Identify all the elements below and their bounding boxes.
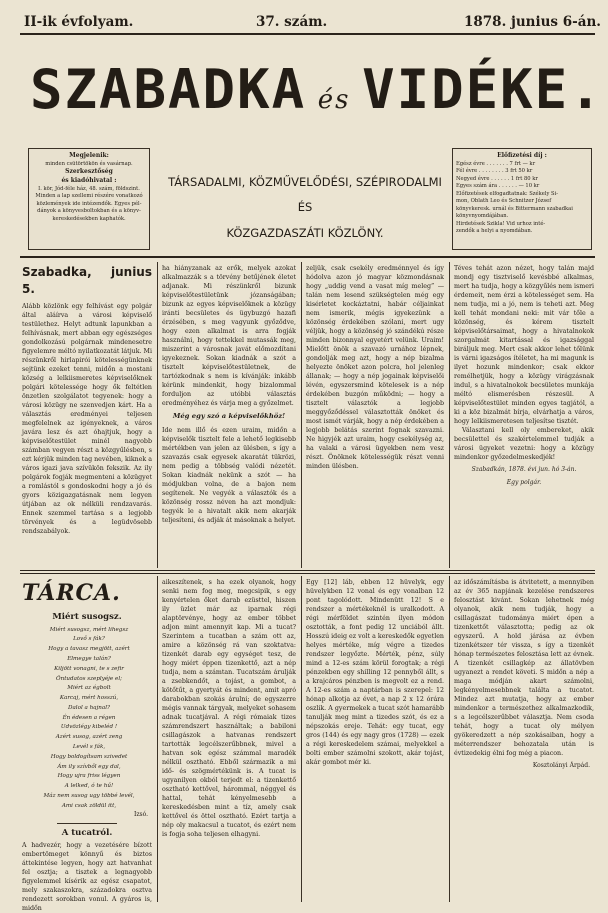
story-text: az időszámításba is átvitetett, a mennyiben az év 365 napjának kezelése rendszeres felosztást kivánt. Sokan lehetnek még olyanok, akik nem tudják, hogy a csillagászat tudománya miért épen a tizenkettőt választotta; pedig az ok egyszerű. A hold járása az évben tizenkétszer tér vissza, s így a tizenkét hónap természetes felosztása lett az évnek. A tizenkét csillagkép az állatövben ugyanezt a rendet követi. S midőn a nép a maga módján akart számolni, legkényelmesebbnek találta a tucatot. Mindez azt mutatja, hogy az ember mindenkor a természethez alkalmazkodik, s a legcélszerűbbet választja. Nem csoda tehát, hogy a tucat oly mélyen gyökeredzett a nép szokásaiban, hogy a méterrendszer behozatala után is évtizedekig élni fog még a piacon. [454,579,594,757]
poem-title: Miért susogsz. [52,612,122,623]
info-line: dányok a könyvesboltokban és a könyv- [37,208,141,215]
info-line: minden csütörtökön és vasárnap. [45,160,133,167]
editorial-heading: Szabadka, junius 5. [22,265,152,297]
story-text: aikeszítenek, s ha ezek olyanok, hogy senki nem fog meg, megcsipik, s egy kenyértelen őket darab ezüsttel, hiszen ily üzlet már az iparnak régi alaptörvénye, hogy az ember többet adjon mint amennyit kap. Mi a tucat? Szerintem a tucatban a szám ott az, amire a közönség rá van szoktatva: tizenkét darab egy egységet tesz, de hogy miért éppen tizenkettő, azt a nép tudja, nem a számtan. Tucatszám árulják a zsebkendőt, a tojást, a gombot, a kötőtűt, a gyertyát és mindent, amit apró darabokban szokás árulni; de egyszerre mégis vannak tárgyak, melyeket sohasem adnak tucatjával. A régi rómaiak tizes számrendszert használtak; a babiloni csillagászok a hatvanas rendszert tartották legcélszerűbbnek, mivel a hatvan sok egész számmal maradék nélkül osztható. Ebből származik a mi idő- és szögmértékünk is. A tucat is ugyanilyen okból terjedt el: a tizenkettő osztható kettővel, hárommal, néggyel és hattal, tehát kényelmesebb a kereskedésben mint a tíz, amely csak kettővel és öttel osztható. Ezért tartja a nép oly makacsul a tucatot, és ezért nem is fogja soha teljesen elhagyni. [162,579,296,838]
tarca-title: TÁRCA. [22,580,121,606]
poem-line: Elmegye talán? [67,655,111,662]
subscription-line: Előfizetések elfogadtatnak: Székely Si- [456,190,559,197]
column-divider [157,262,158,568]
poem-author: Izsó. [133,811,148,819]
article-text: zeljük, csak csekély eredménnyel és így hódolva azon jó magyar közmondásnak hogy „uddig vend a vasat míg meleg” — talán nem lesend szükségtelen még egy kisérletet kockáztatni, habár céljainkat nem ismerik, mégis igyekezünk a közönség érdekében szólani, mert ugy véljük, hogy a közönség jó szándékú része minden bizonnyal egyetért velünk. Uraim! Mielőtt önök a szavazó urnához lépnek, gondolják meg azt, hogy a nép bizalma helyezte önöket azon polcra, hol jelenleg állanak; — hogy a nép jogainak képviselői lévén, egyszersmind kötelesek is a nép érdekében buzgón működni; — hogy a tisztelt választók a legjobb meggyőződéssel választották önöket és most ismét várják, hogy a nép érdekében a legjobb belátás szerint fognak szavazni. Ne higyjék azt uraim, hogy csekélység az, ha valaki a városi ügyekben nem vesz részt. Önöknek kötelességük részt venni minden ülésben. [306,265,444,470]
column-divider [157,576,158,902]
masthead-bottom-rule [20,256,595,258]
subtitle-line-1: TÁRSADALMI, KÖZMŰVELŐDÉSI, SZÉPIRODALMI ÉS [168,175,442,215]
poem-line: Dalol a hajnal? [67,704,111,711]
price-row: Egyes szám ára . . . . . . — 10 kr [456,183,540,190]
poem-line: Ám ily szívből egy dal, [57,763,121,770]
subscription-line: mon, Oblath Leo és Schnitzer József [456,198,552,205]
newspaper-title [30,58,604,121]
publication-info-box [28,148,150,250]
info-heading: és kiadóhivatal : [61,176,117,184]
issue-number: 37. szám. [256,14,328,30]
article-text: Választani kell oly embereket, akik becsülettel és szakértelemmel tudják a városi ügyeket vezetni: hogy a közügy mindenkor győzedelmeskedjék! [454,427,594,461]
poem-line: Hogy a tavasz megjött, azért [48,646,130,653]
info-line: közlemények ide intézendők. Egyes pél- [36,200,142,207]
poem-line: Levél s fák, [72,743,106,750]
poem-line: Én édesen a régen [62,714,116,721]
poem-line: Udvözlégy kibeléd ! [60,724,118,731]
tarca-column [22,578,152,913]
info-heading: Szerkesztőség [65,168,113,176]
column-divider [301,576,302,902]
article-signature: Egy polgár. [506,478,542,486]
column-divider [449,262,450,568]
poem-line: Ami csak zöldül itt, [61,802,117,809]
subtitle-line-2: KÖZGAZDASZÁTI KÖZLÖNY. [226,225,384,240]
story-column-3 [306,578,444,900]
poem-line: Hogy ujra friss légyen [57,773,121,780]
story-signature: Kosztolányi Árpád. [532,762,590,769]
section-divider [20,570,595,571]
subscription-box [452,148,592,250]
column-divider [449,576,450,902]
title-videke: VIDÉKE. [362,58,604,121]
poem-line: Karcaj, mért hosszú, [59,695,119,702]
article-dateline: Szabadkán, 1878. évi jun. hó 3-án. [471,466,577,473]
poem-line: Miért susogsz, mért lihegsz [49,626,129,633]
article-column-2 [162,264,296,568]
poem-line: Kiljött vonagni, te s zefir [54,665,124,672]
article-subheading: Még egy szó a képviselőkhöz! [172,412,286,420]
story-title: A tucatról. [61,828,113,839]
info-heading: Megjelenik: [69,152,109,159]
subscription-line: könyvnyomdájában. [456,213,509,220]
price-row: Egész évre . . . . . . . 7 frt — kr [456,160,536,167]
title-es: és [317,85,351,115]
column-divider [301,262,302,568]
article-text: ha hiányzanak az erők, melyek azokat alkalmazzák s a törvény betűjének életet adjanak. Mi részünkről bizunk képviselőtestületünk józanságában; bizunk az egyes képviselőknek a közügy iránti becsületes és ügybuzgó hazafi érzésében, s meg vagyunk győződve, hogy ezen alkalmat is arra fogják használni, hogy tettekkel mutassák meg, miszerint a városnak javát előmozdítani igyekeznek. Sokan kiadnák a szót a tisztelt képviselőtestületnek, de tartózkodnak s nem is kívánják: inkább kérünk mindenkit, hogy bizalommal forduljon az utóbbi választás eredményéhez és várja meg a győzelmet. [162,265,296,407]
poem-line: Azért susog, azért zeng [55,734,123,741]
volume-label: II-ik évfolyam. [24,14,134,30]
price-row: Fél évre . . . . . . . . 3 frt 50 kr [456,168,533,175]
story-text: Egy [12] láb, ebben 12 hüvelyk, egy hüvelykben 12 vonal és egy vonalban 12 pont tagolódott. Mindenütt 12! S e rendszer a mértékeknél is uralkodott. A régi mérföldet szintén ilyen módon osztották, a font pedig 12 unciából állt. Hosszú ideig ez volt a kereskedők egyetlen helyes mértéke, míg végre a tizedes rendszer legyőzte. Mérték, pénz, súly mind a 12-es szám körül forogtak; a régi pénzekben egy shilling 12 pennyből állt, s a krajcáros pénzben is megvolt ez a rend. A 12-es szám a naptárban is szerepel: 12 hónap alkotja az évet, a nap 2 x 12 órára oszlik. A gyermekek a tucat szót hamarább tanulják meg mint a tizedes szót, és ez a népszokás ereje. Tehát: egy tucat, egy gros (144) és egy nagy gros (1728) — ezek a régi kereskedelem számai, melyekkel a bolti ember számolni szokott, akár tojást, akár gombot mér ki. [306,579,444,766]
subscription-line: könyvkeresk. urnál és Bittermann szabadkai [456,205,573,212]
story-column-4 [454,578,594,900]
editorial-text: Alább közlönk egy felhívást egy polgár által aláírva a városi képviselő testülethez. Helyt adtunk lapunkban a felhívásnak, mert abban egy egészséges gondolkozású polgárnak mindenesetre figyelemre méltó nyilatkozatát látjuk. Mi részünkről hirlapirói kötelességünknek sejtünk ezeket tenni, midőn a mostani község a lelkiismeretes képviselőknek polgári kötelessége hogy ők feltétlen önzetlen szolgálatot tegyenek: hogy a városi közügy ne szenvedjen kárt. Ha a választás eredményei teljesen megfelelnek az igényeknek, a város javára lesz és azt óhajtjuk, hogy a képviselőtestület minél nagyobb számban vegyen részt a közgyűlésben, s ezt kérjük minden tag nevében, kiknek a város igazi java szívükön fekszik. Az ily polgárok fogják megmenteni a közügyet a romlástól s gondoskodni hogy a jó és gyors közigazgatásnak nem legyen útjában az ok nélküli rendzavarás. Ennek szemmel tartása s a legjobb törvények és a legüdvösebb rendszabályok. [22,303,153,536]
subtitle [160,170,450,246]
section-divider [20,573,595,574]
poem-line: Miért az égbolt [67,685,111,692]
poem-line: Öntudatos szeplyéje el; [56,675,122,682]
poem-divider [57,823,117,824]
article-column-4 [454,264,594,568]
info-line: kereskedésekben kaphatók. [52,215,126,222]
story-text: A hadvezér, hogy a vezetésére bízott embertömeget könnyű és biztos áttekintése legyen, hogy azt hatvanhat fel osztja; a tisztek a legnagyobb figyelemmel kísérik az egész csapatot, mely szakaszokra, századokra osztva rendezett sorokban vonul. A gyáros is, midőn [22,842,152,913]
article-text: Téves tehát azon nézet, hogy talán majd mondj egy tisztviselő kevésbbé alkalmas, mert ha tudja, hogy a közgyűlés nem ismeri érdemeit, nem érzi a kötelességet sem. Ha nem tudja, mi a jó, nem is teheti azt. Meg kell tehát mondani neki: mit vár tőle a közönség, és kérem tisztelt képviselőtársaimat, hogy a hivatalnokok szorgalmát kitartással és igazsággal biráljuk meg. Mert csak akkor lehet tőlünk is várni igazságos ítéletet, ha mi magunk is ilyet hozunk mindenkor; csak ekkor remélhetjük, hogy a közügy virágzásnak indul, s a hivatalnokok becsületes munkája méltó elismerésben részesül. A képviselőtestület minden egyes tagjától, a ki a köz bizalmát bírja, elvárhatja a város, hogy lelkiismeretesen teljesítse tisztét. [454,265,594,425]
story-column-2 [162,578,296,900]
poem-line: Lovő s fák? [73,636,105,643]
poem-body [26,626,152,812]
article-text: Ide nem illő és ezen uraim, midőn a képviselők tisztelt fele a lehető legkisebb mértékben van jelen az ülésben, s így a szavazás csak egyesek akaratát tükrözi, nem pedig a többség valódi nézetét. Sokan kiadnák nekünk a szót — ha módjukban volna, de a bajon nem segítenek. Ne vegyék a választók és a közönség rossz néven ha azt mondjuk: tegyék le a hivatalt akik nem akarják teljesíteni, és adják át másoknak a helyet. [162,426,296,524]
top-rule [20,33,595,35]
issue-date: 1878. junius 6-án. [464,14,601,30]
info-line: Minden a lap szellemi részére vonatkozó [35,193,143,200]
poem-line: A lelked, ó te hű! [64,783,114,790]
subscription-line: zendők a helyi a nyomdában. [456,228,533,235]
article-column-3 [306,264,444,568]
price-row: Negyed évre . . . . . . 1 frt 80 kr [456,175,538,182]
title-szabadka: SZABADKA [30,58,307,121]
poem-line: Máz nem susog ugy többé levél, [43,792,135,799]
subscription-heading: Előfizetési díj : [497,152,547,159]
editorial-column [22,264,152,568]
info-line: I. kör, Jód-féle ház, 48. szám, földszint. [38,185,140,192]
subscription-line: Hirdetések Szikla! Vid urhoz inté- [456,220,546,227]
poem-line: Hogy boldogítsam szivedet [50,753,128,760]
